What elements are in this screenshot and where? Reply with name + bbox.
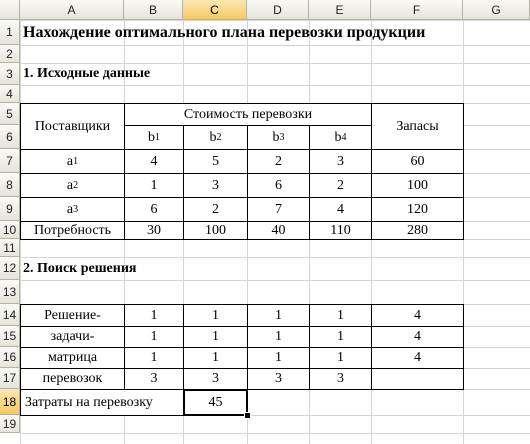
row-header-14[interactable]: 14	[0, 304, 20, 326]
matrix-cell[interactable]: 1	[247, 347, 310, 369]
row-header-18[interactable]: 18	[0, 389, 20, 415]
supplier-a2[interactable]: a 2	[20, 173, 125, 198]
row-total-cell[interactable]: 4	[371, 347, 464, 369]
row-header-12[interactable]: 12	[0, 257, 20, 280]
row-header-10[interactable]: 10	[0, 221, 20, 239]
stock-cell[interactable]: 120	[371, 197, 464, 222]
row-header-5[interactable]: 5	[0, 103, 20, 125]
row-header-11[interactable]: 11	[0, 239, 20, 257]
cost-cell[interactable]: 3	[183, 173, 248, 198]
matrix-cell[interactable]: 3	[183, 368, 248, 390]
suppliers-header[interactable]: Поставщики	[20, 103, 125, 150]
cost-cell[interactable]: 4	[309, 197, 372, 222]
gridline	[20, 433, 530, 434]
solution-label-line[interactable]: перевозок	[20, 368, 125, 390]
cost-header[interactable]: Стоимость перевозки	[124, 103, 372, 126]
row-header-15[interactable]: 15	[0, 326, 20, 347]
matrix-cell[interactable]: 1	[124, 304, 184, 327]
cell-text: a	[66, 177, 74, 193]
matrix-cell[interactable]: 1	[247, 304, 310, 327]
matrix-cell[interactable]: 3	[247, 368, 310, 390]
cost-cell[interactable]: 1	[124, 173, 184, 198]
column-header-G[interactable]: G	[463, 0, 530, 20]
supplier-a3[interactable]: a 3	[20, 197, 125, 222]
cost-cell[interactable]: 5	[183, 149, 248, 174]
row-header-6[interactable]: 6	[0, 125, 20, 149]
cost-cell[interactable]: 4	[124, 149, 184, 174]
row-header-13[interactable]: 13	[0, 280, 20, 304]
gridline	[20, 45, 530, 46]
row-header-16[interactable]: 16	[0, 347, 20, 368]
row-header-1[interactable]: 1	[0, 20, 20, 45]
row-header-3[interactable]: 3	[0, 63, 20, 85]
cost-cell[interactable]: 3	[309, 149, 372, 174]
column-header-B[interactable]: B	[124, 0, 183, 20]
stock-cell[interactable]: 60	[371, 149, 464, 174]
matrix-cell[interactable]: 1	[183, 304, 248, 327]
matrix-cell[interactable]: 1	[183, 326, 248, 348]
row-total-cell[interactable]	[371, 368, 464, 390]
column-header-D[interactable]: D	[247, 0, 309, 20]
consumer-b1[interactable]: b 1	[124, 125, 184, 150]
cost-cell[interactable]: 7	[247, 197, 310, 222]
cost-cell[interactable]: 2	[247, 149, 310, 174]
matrix-cell[interactable]: 1	[309, 304, 372, 327]
column-header-E[interactable]: E	[309, 0, 371, 20]
demand-total[interactable]: 280	[371, 221, 464, 240]
cost-value-cell[interactable]: 45	[183, 389, 248, 416]
matrix-cell[interactable]: 1	[124, 347, 184, 369]
demand-label[interactable]: Потребность	[20, 221, 125, 240]
row-total-cell[interactable]: 4	[371, 326, 464, 348]
stock-cell[interactable]: 100	[371, 173, 464, 198]
supplier-a1[interactable]: a 1	[20, 149, 125, 174]
cell-text: b	[334, 129, 342, 145]
demand-cell[interactable]: 110	[309, 221, 372, 240]
demand-cell[interactable]: 100	[183, 221, 248, 240]
matrix-cell[interactable]: 1	[183, 347, 248, 369]
cost-cell[interactable]: 6	[124, 197, 184, 222]
row-header-17[interactable]: 17	[0, 368, 20, 389]
row-header-8[interactable]: 8	[0, 173, 20, 197]
matrix-cell[interactable]: 3	[309, 368, 372, 390]
row-header-4[interactable]: 4	[0, 85, 20, 103]
row-header-2[interactable]: 2	[0, 45, 20, 63]
cell-text: a	[66, 201, 74, 217]
sheet-title[interactable]: Нахождение оптимального плана перевозки продукции	[23, 23, 426, 41]
matrix-cell[interactable]: 3	[124, 368, 184, 390]
column-header-C[interactable]: C	[183, 0, 247, 20]
section-solution[interactable]: 2. Поиск решения	[23, 260, 137, 276]
matrix-cell[interactable]: 1	[247, 326, 310, 348]
cost-cell[interactable]: 2	[309, 173, 372, 198]
solution-label-line[interactable]: Решение-	[20, 304, 125, 327]
cell-grid[interactable]	[20, 20, 530, 444]
gridline	[20, 85, 530, 86]
cell-text: b	[148, 129, 155, 145]
row-header-9[interactable]: 9	[0, 197, 20, 221]
row-header-19[interactable]: 19	[0, 415, 20, 433]
row-header-7[interactable]: 7	[0, 149, 20, 173]
cell-text: b	[272, 129, 280, 145]
column-header-F[interactable]: F	[371, 0, 463, 20]
section-source-data[interactable]: 1. Исходные данные	[23, 66, 151, 81]
matrix-cell[interactable]: 1	[309, 347, 372, 369]
demand-cell[interactable]: 30	[124, 221, 184, 240]
column-header-A[interactable]: A	[20, 0, 124, 20]
cell-text: b	[209, 129, 217, 145]
cost-label[interactable]: Затраты на перевозку	[20, 389, 184, 416]
cost-cell[interactable]: 6	[247, 173, 310, 198]
row-total-cell[interactable]: 4	[371, 304, 464, 327]
cost-cell[interactable]: 2	[183, 197, 248, 222]
stock-header[interactable]: Запасы	[371, 103, 464, 150]
gridline	[20, 280, 530, 281]
consumer-b4[interactable]: b 4	[309, 125, 372, 150]
consumer-b2[interactable]: b 2	[183, 125, 248, 150]
solution-label-line[interactable]: матрица	[20, 347, 125, 369]
matrix-cell[interactable]: 1	[124, 326, 184, 348]
matrix-cell[interactable]: 1	[309, 326, 372, 348]
consumer-b3[interactable]: b 3	[247, 125, 310, 150]
cell-text: a	[66, 153, 74, 169]
solution-label-line[interactable]: задачи-	[20, 326, 125, 348]
select-all-corner[interactable]	[0, 0, 20, 20]
demand-cell[interactable]: 40	[247, 221, 310, 240]
fill-handle[interactable]	[244, 412, 251, 419]
